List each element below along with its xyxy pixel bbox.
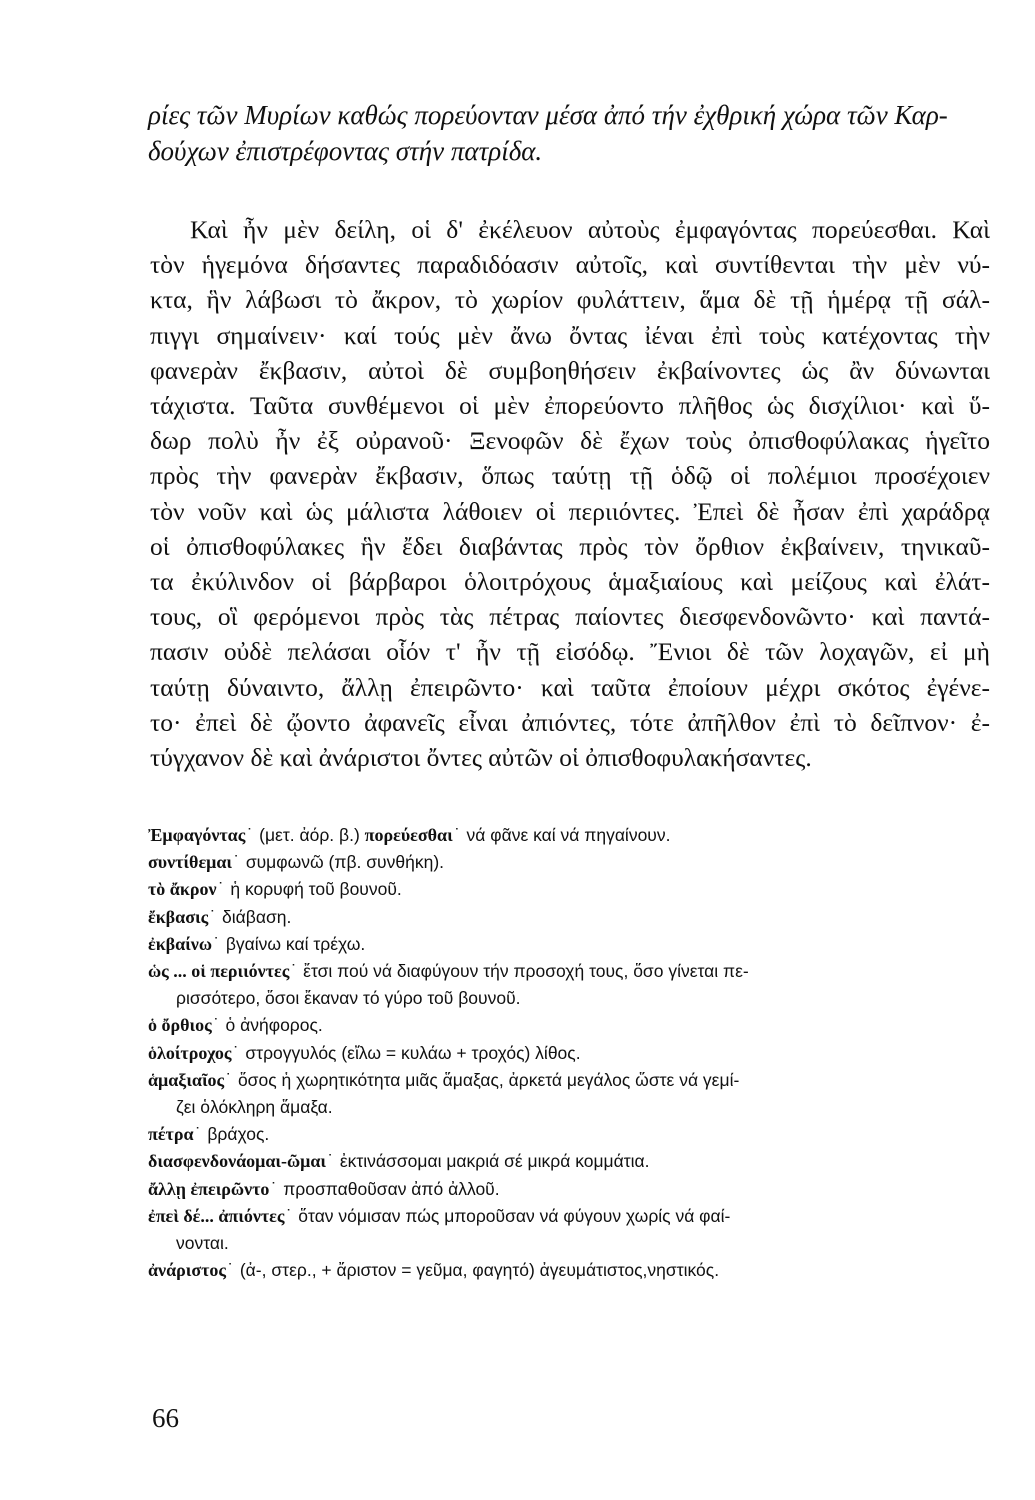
glossary-entry-continuation: νονται. xyxy=(176,1233,229,1254)
glossary-term: ἄλλῃ ἐπειρῶντο xyxy=(148,1178,270,1199)
glossary-entry: πέτρα ˙ βράχος. xyxy=(148,1124,270,1145)
glossary-term: Ἐμφαγόντας xyxy=(148,825,246,845)
passage-line: δωρ πολὺ ἦν ἐξ οὐρανοῦ· Ξενοφῶν δὲ ἔχων τοὺς ὀπισθοφύλακας ἡγεῖτο xyxy=(150,426,990,456)
glossary-definition: συμφωνῶ (πβ. συνθήκη). xyxy=(245,852,445,873)
glossary-entry: ἁμαξιαῖος ˙ ὅσος ἡ χωρητικότητα μιᾶς ἅμαξας, ἀρκετά μεγάλος ὥστε νά γεμί- xyxy=(148,1069,740,1090)
passage-line: τάχιστα. Ταῦτα συνθέμενοι οἱ μὲν ἐπορεύοντο πλῆθος ὡς δισχίλιοι· καὶ ὕ- xyxy=(150,391,990,421)
glossary-entry: Ἐμφαγόντας ˙ (μετ. ἀόρ. β.) πορεύεσθαι ˙ νά φᾶνε καί νά πηγαίνουν. xyxy=(148,825,671,845)
passage-line: κτα, ἣν λάβωσι τὸ ἄκρον, τὸ χωρίον φυλάττειν, ἅμα δὲ τῇ ἡμέρᾳ τῇ σάλ- xyxy=(150,285,990,315)
intro-line-2: δούχων ἐπιστρέφοντας στήν πατρίδα. xyxy=(148,136,543,166)
glossary-term: ἐπεὶ δέ... ἀπιόντες xyxy=(148,1205,285,1226)
glossary-entry: διασφενδονάομαι-ῶμαι ˙ ἐκτινάσσομαι μακριά σέ μικρά κομμάτια. xyxy=(148,1151,650,1172)
passage-line: ταύτῃ δύναιντο, ἄλλῃ ἐπειρῶντο· καὶ ταῦτα ἐποίουν μέχρι σκότος ἐγένε- xyxy=(150,672,990,702)
glossary-term: τὸ ἄκρον xyxy=(148,879,217,900)
page-number: 66 xyxy=(152,1403,179,1433)
passage-line: τους, οἳ φερόμενοι πρὸς τὰς πέτρας παίοντες διεσφενδονῶντο· καὶ παντά- xyxy=(150,602,990,632)
passage-line: οἱ ὀπισθοφύλακες ἣν ἔδει διαβάντας πρὸς τὸν ὄρθιον ἐκβαίνειν, τηνικαῦ- xyxy=(150,531,990,561)
passage-line: πασιν οὐδὲ πελάσαι οἷόν τ' ἦν τῇ εἰσόδῳ. Ἔνιοι δὲ τῶν λοχαγῶν, εἰ μὴ xyxy=(150,637,990,667)
passage-line: Καὶ ἦν μὲν δείλη, οἱ δ' ἐκέλευον αὐτοὺς ἐμφαγόντας πορεύεσθαι. Καὶ xyxy=(190,215,990,244)
glossary-term: ἔκβασις xyxy=(148,906,209,927)
glossary-term: συντίθεμαι xyxy=(148,852,232,873)
glossary-definition: νά φᾶνε καί νά πηγαίνουν. xyxy=(466,825,671,845)
glossary-definition: (μετ. ἀόρ. β.) xyxy=(259,825,360,845)
glossary-definition: ἔτσι πού νά διαφύγουν τήν προσοχή τους, ὅσο γίνεται πε- xyxy=(303,961,749,982)
glossary-entry: τὸ ἄκρον ˙ ἡ κορυφή τοῦ βουνοῦ. xyxy=(148,879,402,900)
passage-line: τύγχανον δὲ καὶ ἀνάριστοι ὄντες αὐτῶν οἱ ὀπισθοφυλακήσαντες. xyxy=(150,743,812,773)
glossary-definition: ἡ κορυφή τοῦ βουνοῦ. xyxy=(230,879,402,900)
glossary-term: ἐκβαίνω xyxy=(148,933,212,954)
glossary-entry: ἄλλῃ ἐπειρῶντο ˙ προσπαθοῦσαν ἀπό ἀλλοῦ. xyxy=(148,1178,500,1199)
glossary-term: ἁμαξιαῖος xyxy=(148,1069,225,1090)
glossary-definition: ὅταν νόμισαν πώς μποροῦσαν νά φύγουν χωρίς νά φαί- xyxy=(298,1205,731,1226)
intro-line-1: ρίες τῶν Μυρίων καθώς πορεύονταν μέσα ἀπό τήν ἐχθρική χώρα τῶν Καρ- xyxy=(148,100,948,130)
passage-line: πιγγι σημαίνειν· καί τούς μὲν ἄνω ὄντας ἰέναι ἐπὶ τοὺς κατέχοντας τὴν xyxy=(150,320,990,350)
glossary-term: διασφενδονάομαι-ῶμαι xyxy=(148,1151,326,1172)
passage-line: φανερὰν ἔκβασιν, αὐτοὶ δὲ συμβοηθήσειν ἐκβαίνοντες ὡς ἂν δύνωνται xyxy=(150,355,990,385)
glossary-entry-continuation: ζει ὁλόκληρη ἅμαξα. xyxy=(176,1097,333,1118)
passage-line: τα ἐκύλινδον οἱ βάρβαροι ὁλοιτρόχους ἁμαξιαίους καὶ μείζους καὶ ἐλάτ- xyxy=(150,567,990,597)
glossary-term: ὡς ... οἱ περιιόντες xyxy=(148,961,290,982)
glossary-entry: ἔκβασις ˙ διάβαση. xyxy=(148,906,292,927)
passage-line: τὸν ἡγεμόνα δήσαντες παραδιδόασιν αὐτοῖς, καὶ συντίθενται τὴν μὲν νύ- xyxy=(150,250,990,280)
glossary-term: ὁ ὄρθιος xyxy=(148,1015,212,1036)
glossary-entry: ὁ ὄρθιος ˙ ὁ ἀνήφορος. xyxy=(148,1015,323,1036)
glossary-entry: ὁλοίτροχος ˙ στρογγυλός (εἴλω = κυλάω + τροχός) λίθος. xyxy=(148,1042,581,1063)
glossary-definition: (ἀ-, στερ., + ἄριστον = γεῦμα, φαγητό) ἀγευμάτιστος,νηστικός. xyxy=(239,1260,720,1281)
passage-line: πρὸς τὴν φανερὰν ἔκβασιν, ὅπως ταύτῃ τῇ ὁδῷ οἱ πολέμιοι προσέχοιεν xyxy=(150,461,990,491)
glossary-definition: ἐκτινάσσομαι μακριά σέ μικρά κομμάτια. xyxy=(339,1151,650,1172)
glossary-definition: στρογγυλός (εἴλω = κυλάω + τροχός) λίθος. xyxy=(245,1042,581,1063)
glossary-term: ἀνάριστος xyxy=(148,1260,227,1281)
glossary xyxy=(148,822,998,1284)
glossary-definition: ὅσος ἡ χωρητικότητα μιᾶς ἅμαξας, ἀρκετά μεγάλος ὥστε νά γεμί- xyxy=(237,1069,740,1090)
glossary-definition: προσπαθοῦσαν ἀπό ἀλλοῦ. xyxy=(283,1178,500,1199)
glossary-entry: ὡς ... οἱ περιιόντες ˙ ἔτσι πού νά διαφύγουν τήν προσοχή τους, ὅσο γίνεται πε- xyxy=(148,961,749,982)
glossary-entry: ἀνάριστος ˙ (ἀ-, στερ., + ἄριστον = γεῦμα, φαγητό) ἀγευμάτιστος,νηστικός. xyxy=(148,1260,720,1281)
glossary-term: πορεύεσθαι xyxy=(364,825,453,845)
ancient-greek-passage xyxy=(150,212,990,775)
glossary-entry: ἐκβαίνω ˙ βγαίνω καί τρέχω. xyxy=(148,933,366,954)
glossary-term: πέτρα xyxy=(148,1124,194,1145)
glossary-entry-continuation: ρισσότερο, ὅσοι ἔκαναν τό γύρο τοῦ βουνοῦ. xyxy=(176,988,521,1009)
passage-line: τὸν νοῦν καὶ ὡς μάλιστα λάθοιεν οἱ περιιόντες. Ἐπεὶ δὲ ἦσαν ἐπὶ χαράδρᾳ xyxy=(150,496,990,526)
glossary-entry: συντίθεμαι ˙ συμφωνῶ (πβ. συνθήκη). xyxy=(148,852,445,873)
glossary-entry: ἐπεὶ δέ... ἀπιόντες ˙ ὅταν νόμισαν πώς μποροῦσαν νά φύγουν χωρίς νά φαί- xyxy=(148,1205,731,1226)
glossary-definition: ὁ ἀνήφορος. xyxy=(225,1015,323,1036)
glossary-definition: βράχος. xyxy=(207,1124,270,1145)
glossary-term: ὁλοίτροχος xyxy=(148,1042,232,1063)
glossary-definition: διάβαση. xyxy=(222,906,292,927)
passage-line: το· ἐπεὶ δὲ ᾤοντο ἀφανεῖς εἶναι ἀπιόντες, τότε ἀπῆλθον ἐπὶ τὸ δεῖπνον· ἐ- xyxy=(150,707,990,737)
glossary-definition: βγαίνω καί τρέχω. xyxy=(225,933,366,954)
